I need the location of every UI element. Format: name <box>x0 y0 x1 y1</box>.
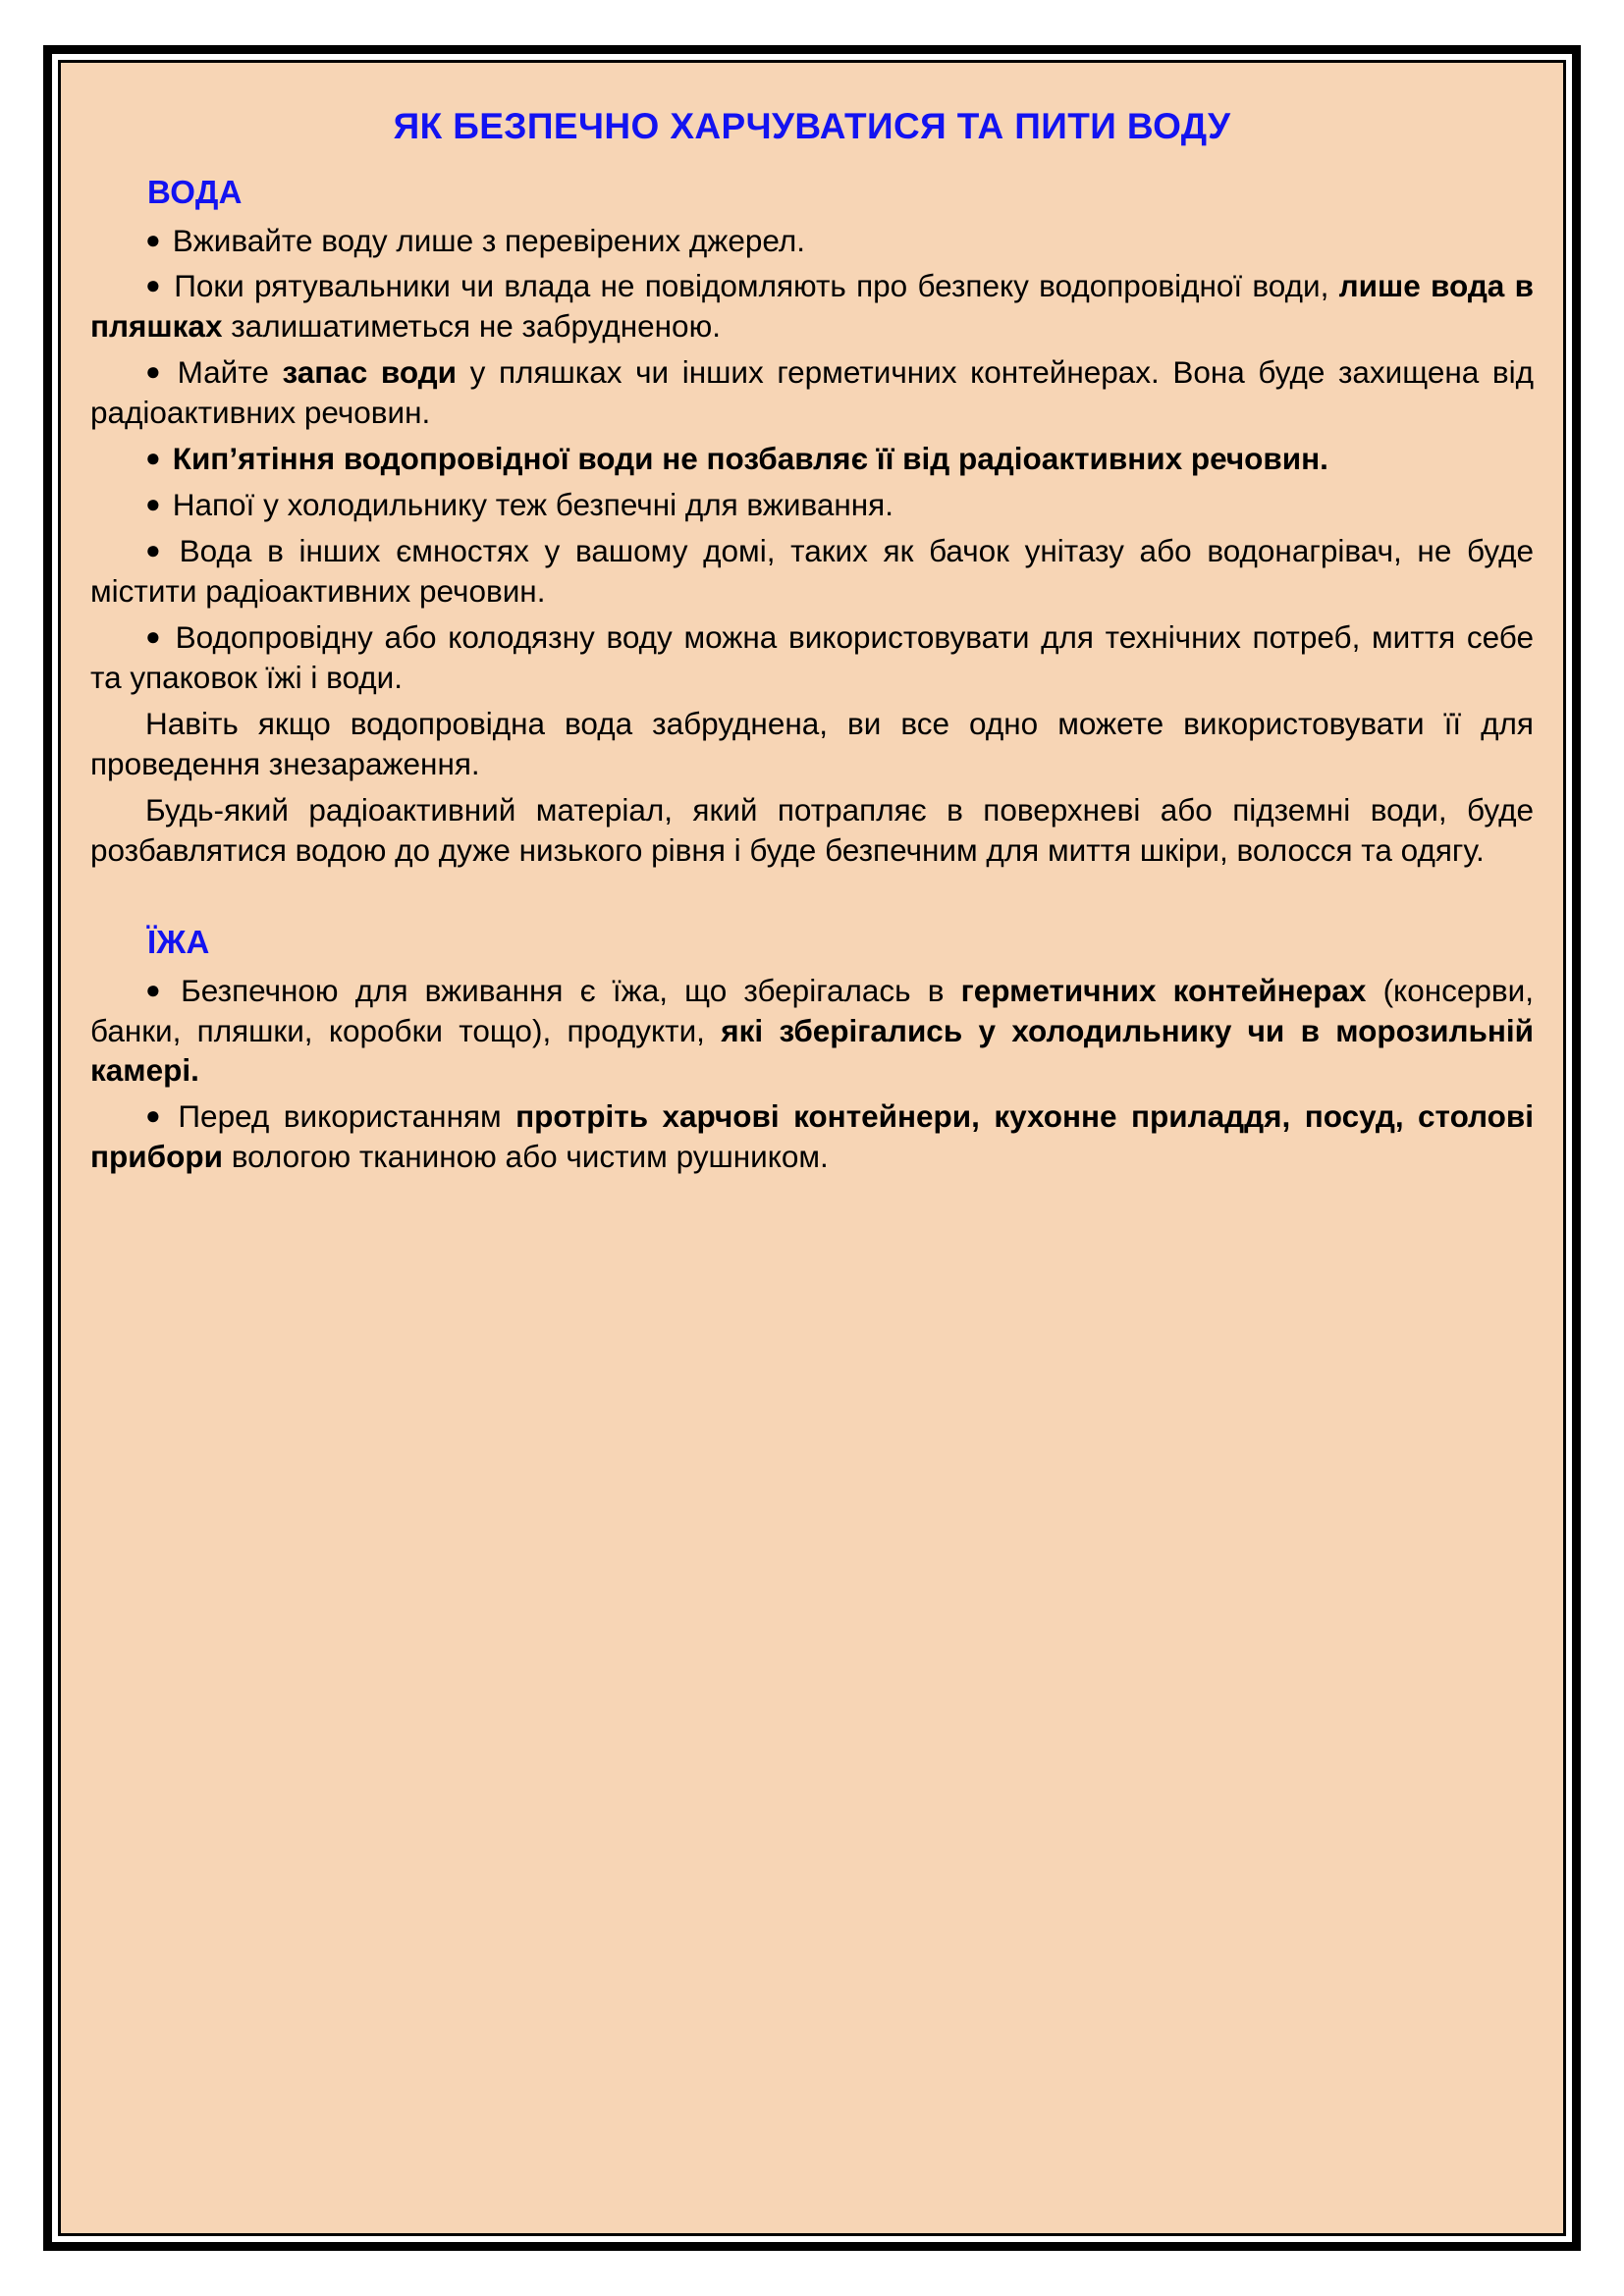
bullet-icon: ● <box>145 356 166 387</box>
paragraph <box>90 790 1534 871</box>
bullet-icon: ● <box>145 535 168 565</box>
emphasis-text: герметичних контейнерах <box>960 972 1367 1008</box>
paragraph <box>90 439 1534 479</box>
inner-border <box>58 60 1566 2236</box>
body-text: Перед використанням <box>178 1098 516 1135</box>
section-heading-food: ЇЖА <box>147 923 210 960</box>
bullet-icon: ● <box>145 974 170 1004</box>
paragraph <box>90 704 1534 784</box>
body-text: у пляшках чи інших герметичних контейнерах. Вона буде захищена від радіоактивних речовин. <box>90 354 1534 431</box>
body-text: Вживайте воду лише з перевірених джерел. <box>172 222 806 258</box>
paragraph <box>90 617 1534 698</box>
bullet-icon: ● <box>145 620 164 651</box>
body-text: вологою тканиною або чистим рушником. <box>222 1139 829 1175</box>
section-heading-water: ВОДА <box>147 173 243 210</box>
emphasis-text: Кип’ятіння водопровідної води не позбавляє її від радіоактивних речовин. <box>172 441 1328 477</box>
body-text: Навіть якщо водопровідна вода забруднена, ви все одно можете використовувати її для проведення знезараження. <box>90 705 1534 781</box>
body-text: Водопровідну або колодязну воду можна використовувати для технічних потреб, миття себе та упаковок їжі і води. <box>90 618 1534 695</box>
body-text: Безпечною для вживання є їжа, що зберігалась в <box>181 972 961 1008</box>
emphasis-text: лише вода в пляшках <box>90 268 1534 345</box>
paragraph <box>90 352 1534 433</box>
page-title: ЯК БЕЗПЕЧНО ХАРЧУВАТИСЯ ТА ПИТИ ВОДУ <box>393 106 1231 146</box>
paragraph <box>90 531 1534 612</box>
emphasis-text: запас води <box>282 354 458 391</box>
emphasis-text: які зберігались у холодильнику чи в морозильній камері. <box>90 1012 1534 1089</box>
body-text: залишатиметься не забрудненою. <box>222 308 721 345</box>
bullet-icon: ● <box>145 443 161 473</box>
bullet-icon: ● <box>145 1100 167 1131</box>
bullet-icon: ● <box>145 270 163 300</box>
paragraph <box>90 266 1534 347</box>
section-body-water <box>90 221 1534 871</box>
paragraph <box>90 221 1534 261</box>
outer-border <box>43 45 1581 2251</box>
paragraph <box>90 1096 1534 1177</box>
section-body-food <box>90 971 1534 1178</box>
paragraph <box>90 485 1534 525</box>
bullet-icon: ● <box>145 489 161 519</box>
body-text: Майте <box>177 354 283 391</box>
bullet-icon: ● <box>145 224 161 254</box>
emphasis-text: протріть харчові контейнери, кухонне приладдя, посуд, столові прибори <box>90 1098 1534 1175</box>
body-text: Вода в інших ємностях у вашому домі, таких як бачок унітазу або водонагрівач, не буде містити радіоактивних речовин. <box>90 533 1534 610</box>
body-text: Поки рятувальники чи влада не повідомляють про безпеку водопровідної води, <box>174 268 1339 304</box>
body-text: Напої у холодильнику теж безпечні для вживання. <box>172 487 893 523</box>
paragraph <box>90 971 1534 1092</box>
body-text: (консерви, банки, пляшки, коробки тощо), продукти, <box>90 972 1534 1048</box>
body-text: Будь-який радіоактивний матеріал, який потрапляє в поверхневі або підземні води, буде розбавлятися водою до дуже низького рівня і буде безпечним для миття шкіри, волосся та одягу. <box>90 791 1534 868</box>
